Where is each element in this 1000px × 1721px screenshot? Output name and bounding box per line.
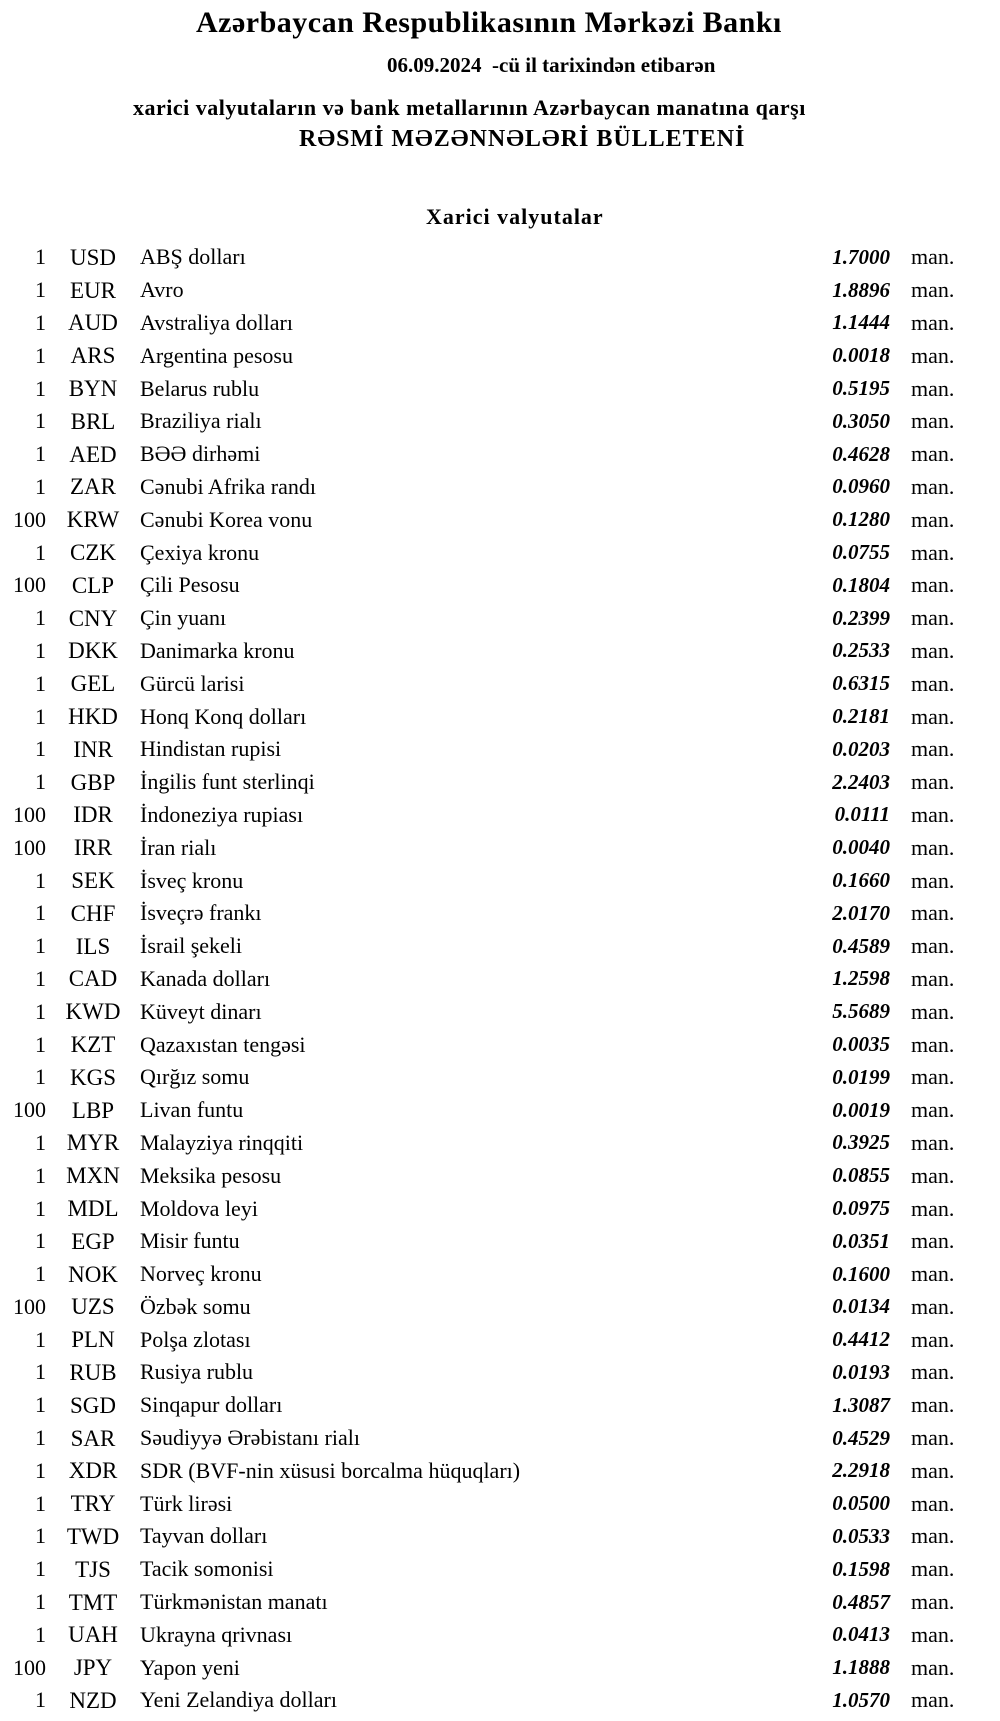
unit-label: man.: [911, 736, 955, 762]
currency-rate: 1.3087: [832, 1392, 890, 1417]
currency-name: Tacik somonisi: [140, 1556, 274, 1582]
currency-name: Ukrayna qrivnası: [140, 1621, 293, 1647]
currency-quantity: 1: [35, 1129, 46, 1155]
table-row: [0, 635, 1000, 668]
currency-name: Hindistan rupisi: [140, 736, 282, 762]
currency-rate: 0.6315: [832, 671, 890, 696]
currency-name: Türkmənistan manatı: [140, 1589, 328, 1615]
currency-name: Yapon yeni: [140, 1654, 240, 1680]
currency-name: İsveç kronu: [140, 867, 244, 893]
currency-rate: 1.8896: [832, 277, 890, 302]
currency-code: EUR: [70, 277, 116, 303]
currency-code: SAR: [70, 1425, 116, 1451]
currency-name: İsrail şekeli: [140, 933, 243, 959]
currency-quantity: 1: [35, 1621, 46, 1647]
currency-code: BRL: [70, 408, 116, 434]
table-row: [0, 1684, 1000, 1717]
currency-quantity: 100: [13, 834, 46, 860]
currency-name: Belarus rublu: [140, 375, 260, 401]
currency-rate: 0.0975: [832, 1196, 890, 1220]
unit-label: man.: [911, 769, 955, 795]
currency-code: MYR: [66, 1130, 120, 1156]
currency-name: BƏƏ dirhəmi: [140, 441, 261, 467]
unit-label: man.: [911, 309, 955, 335]
currency-quantity: 1: [35, 1359, 46, 1385]
currency-rate: 0.0193: [832, 1359, 890, 1384]
currency-name: Misir funtu: [140, 1228, 240, 1254]
table-row: [0, 1520, 1000, 1553]
currency-code: EGP: [71, 1228, 115, 1254]
currency-name: Kanada dolları: [140, 965, 271, 991]
currency-rate: 0.4857: [832, 1589, 890, 1614]
table-row: [0, 503, 1000, 536]
currency-name: Norveç kronu: [140, 1261, 262, 1287]
currency-code: ARS: [70, 343, 116, 369]
unit-label: man.: [911, 342, 955, 368]
currency-rate: 0.0035: [832, 1032, 890, 1057]
table-row: [0, 667, 1000, 700]
currency-name: İran rialı: [140, 834, 217, 860]
effective-date-line: 06.09.2024 -cü il tarixindən etibarən: [387, 53, 716, 77]
unit-label: man.: [911, 1261, 955, 1287]
currency-name: Malayziya rinqqiti: [140, 1129, 304, 1155]
unit-label: man.: [911, 1064, 955, 1090]
currency-quantity: 1: [35, 1392, 46, 1418]
table-row: [0, 864, 1000, 897]
unit-label: man.: [911, 375, 955, 401]
table-row: [0, 339, 1000, 372]
currency-quantity: 1: [35, 965, 46, 991]
currency-code: KZT: [70, 1032, 116, 1058]
unit-label: man.: [911, 965, 955, 991]
unit-label: man.: [911, 703, 955, 729]
currency-quantity: 1: [35, 1261, 46, 1287]
currency-code: GEL: [70, 671, 116, 697]
currency-quantity: 1: [35, 769, 46, 795]
currency-quantity: 1: [35, 342, 46, 368]
unit-label: man.: [911, 1523, 955, 1549]
unit-label: man.: [911, 572, 955, 598]
subtitle-line: xarici valyutaların və bank metallarının Azərbaycan manatına qarşı: [133, 95, 806, 120]
unit-label: man.: [911, 1392, 955, 1418]
currency-quantity: 1: [35, 1031, 46, 1057]
currency-rate: 1.2598: [832, 966, 890, 991]
table-row: [0, 1291, 1000, 1324]
currency-code: TJS: [75, 1556, 111, 1582]
currency-name: Qırğız somu: [140, 1064, 250, 1090]
currency-name: Livan funtu: [140, 1097, 244, 1123]
currency-name: Argentina pesosu: [140, 342, 293, 368]
unit-label: man.: [911, 1654, 955, 1680]
currency-quantity: 1: [35, 1425, 46, 1451]
section-title-foreign-currencies: Xarici valyutalar: [426, 204, 604, 229]
currency-code: NZD: [69, 1687, 117, 1713]
currency-name: Qazaxıstan tengəsi: [140, 1031, 306, 1057]
unit-label: man.: [911, 408, 955, 434]
currency-name: İsveçrə frankı: [140, 900, 262, 926]
table-row: [0, 241, 1000, 274]
table-row: [0, 569, 1000, 602]
currency-quantity: 1: [35, 933, 46, 959]
table-row: [0, 1389, 1000, 1422]
unit-label: man.: [911, 1589, 955, 1615]
currency-rate: 0.4529: [832, 1425, 890, 1450]
currency-rate: 1.7000: [832, 244, 890, 269]
table-row: [0, 1454, 1000, 1487]
currency-code: UZS: [71, 1294, 115, 1320]
currency-quantity: 1: [35, 309, 46, 335]
currency-name: Çili Pesosu: [140, 572, 240, 598]
currency-quantity: 1: [35, 1457, 46, 1483]
currency-code: DKK: [68, 638, 118, 664]
currency-code: TMT: [68, 1589, 118, 1615]
table-row: [0, 1586, 1000, 1619]
currency-quantity: 1: [35, 637, 46, 663]
currency-quantity: 100: [13, 801, 46, 827]
currency-name: Türk lirəsi: [140, 1490, 233, 1516]
currency-name: İndoneziya rupiası: [140, 801, 304, 827]
currency-quantity: 100: [13, 1097, 46, 1123]
currency-name: Tayvan dolları: [140, 1523, 268, 1549]
currency-rate: 0.0018: [832, 343, 890, 368]
currency-rate: 0.1600: [832, 1261, 890, 1286]
currency-rate: 0.0855: [832, 1163, 890, 1188]
currency-quantity: 1: [35, 1326, 46, 1352]
table-row: [0, 1422, 1000, 1455]
currency-quantity: 1: [35, 375, 46, 401]
currency-name: Özbək somu: [140, 1293, 251, 1319]
currency-name: Sinqapur dolları: [140, 1392, 283, 1418]
currency-code: CAD: [68, 966, 118, 992]
currency-name: Gürcü larisi: [140, 670, 245, 696]
unit-label: man.: [911, 900, 955, 926]
currency-code: AED: [69, 441, 117, 467]
currency-rate: 0.0351: [832, 1228, 890, 1253]
unit-label: man.: [911, 605, 955, 631]
table-row: [0, 700, 1000, 733]
currency-code: RUB: [69, 1359, 117, 1385]
currency-code: JPY: [73, 1655, 113, 1681]
currency-name: Polşa zlotası: [140, 1326, 251, 1352]
currency-name: Avro: [140, 277, 184, 303]
table-row: [0, 930, 1000, 963]
currency-rate: 0.0960: [832, 474, 890, 499]
unit-label: man.: [911, 1556, 955, 1582]
table-row: [0, 1323, 1000, 1356]
table-row: [0, 1192, 1000, 1225]
currency-name: Danimarka kronu: [140, 637, 295, 663]
table-row: [0, 274, 1000, 307]
currency-quantity: 1: [35, 1523, 46, 1549]
table-row: [0, 1225, 1000, 1258]
currency-name: Avstraliya dolları: [140, 309, 293, 335]
currency-quantity: 1: [35, 1162, 46, 1188]
currency-name: Çexiya kronu: [140, 539, 260, 565]
currency-name: Honq Konq dolları: [140, 703, 307, 729]
table-row: [0, 307, 1000, 340]
currency-name: Səudiyyə Ərəbistanı rialı: [140, 1425, 360, 1451]
table-row: [0, 471, 1000, 504]
currency-quantity: 1: [35, 1228, 46, 1254]
currency-rate: 1.1444: [832, 310, 890, 335]
currency-code: BYN: [68, 376, 118, 402]
currency-code: AUD: [68, 310, 118, 336]
currency-code: MXN: [66, 1163, 120, 1189]
currency-code: MDL: [67, 1196, 119, 1221]
unit-label: man.: [911, 637, 955, 663]
currency-quantity: 1: [35, 670, 46, 696]
currency-quantity: 1: [35, 900, 46, 926]
currency-rate: 0.2533: [832, 638, 890, 663]
table-row: [0, 897, 1000, 930]
currency-code: TRY: [70, 1491, 116, 1517]
currency-rate: 0.1660: [832, 868, 890, 893]
table-row: [0, 1553, 1000, 1586]
currency-rate: 2.0170: [832, 900, 890, 925]
currency-code: KRW: [66, 507, 120, 533]
currency-quantity: 100: [13, 506, 46, 532]
currency-name: Moldova leyi: [140, 1195, 258, 1221]
exchange-rate-table: [0, 241, 1000, 1717]
unit-label: man.: [911, 1162, 955, 1188]
currency-quantity: 1: [35, 1490, 46, 1516]
currency-quantity: 1: [35, 539, 46, 565]
currency-rate: 1.1888: [832, 1655, 890, 1680]
unit-label: man.: [911, 1621, 955, 1647]
currency-quantity: 1: [35, 1195, 46, 1221]
currency-quantity: 1: [35, 703, 46, 729]
currency-quantity: 100: [13, 1293, 46, 1319]
table-row: [0, 1258, 1000, 1291]
currency-code: ZAR: [70, 474, 116, 500]
currency-rate: 1.0570: [832, 1687, 890, 1712]
unit-label: man.: [911, 441, 955, 467]
currency-rate: 2.2403: [832, 769, 890, 794]
table-row: [0, 602, 1000, 635]
currency-quantity: 1: [35, 1556, 46, 1582]
currency-code: USD: [69, 244, 116, 270]
currency-code: LBP: [71, 1097, 115, 1123]
table-row: [0, 536, 1000, 569]
currency-rate: 0.5195: [832, 376, 890, 401]
table-row: [0, 1159, 1000, 1192]
currency-rate: 0.0111: [834, 802, 890, 827]
unit-label: man.: [911, 1129, 955, 1155]
table-row: [0, 1651, 1000, 1684]
table-row: [0, 1356, 1000, 1389]
unit-label: man.: [911, 801, 955, 827]
table-row: [0, 799, 1000, 832]
currency-quantity: 1: [35, 1589, 46, 1615]
currency-code: CNY: [68, 605, 118, 631]
currency-quantity: 1: [35, 441, 46, 467]
unit-label: man.: [911, 1195, 955, 1221]
currency-rate: 0.0019: [832, 1097, 890, 1122]
currency-quantity: 1: [35, 473, 46, 499]
table-row: [0, 1487, 1000, 1520]
table-row: [0, 1028, 1000, 1061]
table-row: [0, 1618, 1000, 1651]
currency-rate: 0.4412: [832, 1327, 890, 1352]
currency-code: IDR: [73, 802, 113, 828]
page-title: Azərbaycan Respublikasının Mərkəzi Bankı: [196, 6, 782, 39]
unit-label: man.: [911, 1687, 955, 1713]
currency-rate: 0.4628: [832, 441, 890, 466]
currency-rate: 0.0134: [832, 1294, 890, 1319]
unit-label: man.: [911, 1326, 955, 1352]
currency-quantity: 1: [35, 998, 46, 1024]
unit-label: man.: [911, 506, 955, 532]
currency-rate: 2.2918: [832, 1458, 890, 1483]
table-row: [0, 995, 1000, 1028]
currency-code: PLN: [71, 1327, 115, 1353]
currency-name: Cənubi Korea vonu: [140, 506, 313, 532]
currency-quantity: 1: [35, 605, 46, 631]
currency-name: Braziliya rialı: [140, 408, 262, 434]
currency-code: UAH: [68, 1622, 118, 1648]
unit-label: man.: [911, 473, 955, 499]
currency-code: XDR: [68, 1458, 118, 1484]
currency-code: CZK: [70, 540, 116, 566]
currency-quantity: 1: [35, 736, 46, 762]
currency-rate: 0.0203: [832, 736, 890, 761]
table-row: [0, 963, 1000, 996]
currency-name: ABŞ dolları: [140, 244, 246, 270]
bulletin-title: RƏSMİ MƏZƏNNƏLƏRİ BÜLLETENİ: [299, 126, 746, 152]
currency-rate: 0.1280: [832, 507, 890, 532]
currency-code: CLP: [71, 572, 115, 598]
currency-rate: 0.4589: [832, 933, 890, 958]
table-row: [0, 831, 1000, 864]
currency-rate: 0.3925: [832, 1130, 890, 1155]
currency-name: Meksika pesosu: [140, 1162, 282, 1188]
table-row: [0, 372, 1000, 405]
currency-name: Çin yuanı: [140, 605, 227, 631]
table-row: [0, 733, 1000, 766]
currency-code: TWD: [66, 1523, 120, 1549]
currency-rate: 0.3050: [832, 408, 890, 433]
currency-name: Cənubi Afrika randı: [140, 473, 316, 499]
table-row: [0, 1061, 1000, 1094]
currency-rate: 0.0040: [832, 835, 890, 860]
unit-label: man.: [911, 1228, 955, 1254]
table-row: [0, 1094, 1000, 1127]
currency-quantity: 1: [35, 1064, 46, 1090]
currency-quantity: 100: [13, 572, 46, 598]
currency-code: INR: [73, 736, 113, 762]
unit-label: man.: [911, 867, 955, 893]
unit-label: man.: [911, 1490, 955, 1516]
currency-name: SDR (BVF-nin xüsusi borcalma hüquqları): [140, 1457, 521, 1483]
currency-quantity: 100: [13, 1654, 46, 1680]
currency-rate: 0.0500: [832, 1491, 890, 1516]
currency-code: KGS: [69, 1064, 116, 1090]
currency-rate: 0.2399: [832, 605, 890, 630]
unit-label: man.: [911, 670, 955, 696]
currency-name: Rusiya rublu: [140, 1359, 254, 1385]
currency-name: İngilis funt sterlinqi: [140, 769, 315, 795]
currency-code: NOK: [68, 1261, 118, 1287]
currency-code: IRR: [73, 835, 113, 861]
unit-label: man.: [911, 998, 955, 1024]
table-row: [0, 405, 1000, 438]
unit-label: man.: [911, 1425, 955, 1451]
table-row: [0, 438, 1000, 471]
unit-label: man.: [911, 244, 955, 270]
currency-name: Küveyt dinarı: [140, 998, 262, 1024]
currency-rate: 0.2181: [832, 704, 890, 729]
unit-label: man.: [911, 1359, 955, 1385]
unit-label: man.: [911, 1457, 955, 1483]
currency-quantity: 1: [35, 277, 46, 303]
unit-label: man.: [911, 1031, 955, 1057]
table-row: [0, 766, 1000, 799]
currency-rate: 0.0413: [832, 1622, 890, 1647]
currency-code: SEK: [71, 868, 115, 894]
table-row: [0, 1127, 1000, 1160]
currency-quantity: 1: [35, 408, 46, 434]
currency-code: GBP: [70, 769, 116, 795]
currency-quantity: 1: [35, 1687, 46, 1713]
unit-label: man.: [911, 933, 955, 959]
unit-label: man.: [911, 1097, 955, 1123]
currency-code: CHF: [70, 900, 116, 926]
unit-label: man.: [911, 277, 955, 303]
unit-label: man.: [911, 834, 955, 860]
currency-rate: 0.0199: [832, 1064, 890, 1089]
currency-quantity: 1: [35, 244, 46, 270]
currency-rate: 0.0533: [832, 1523, 890, 1548]
currency-rate: 0.0755: [832, 540, 890, 565]
unit-label: man.: [911, 539, 955, 565]
currency-name: Yeni Zelandiya dolları: [140, 1687, 337, 1713]
currency-code: KWD: [65, 999, 121, 1025]
unit-label: man.: [911, 1293, 955, 1319]
currency-code: SGD: [69, 1392, 116, 1418]
currency-rate: 0.1804: [832, 572, 890, 597]
currency-code: ILS: [75, 933, 111, 959]
currency-quantity: 1: [35, 867, 46, 893]
currency-rate: 5.5689: [832, 999, 890, 1024]
currency-rate: 0.1598: [832, 1556, 890, 1581]
currency-code: HKD: [68, 704, 118, 730]
